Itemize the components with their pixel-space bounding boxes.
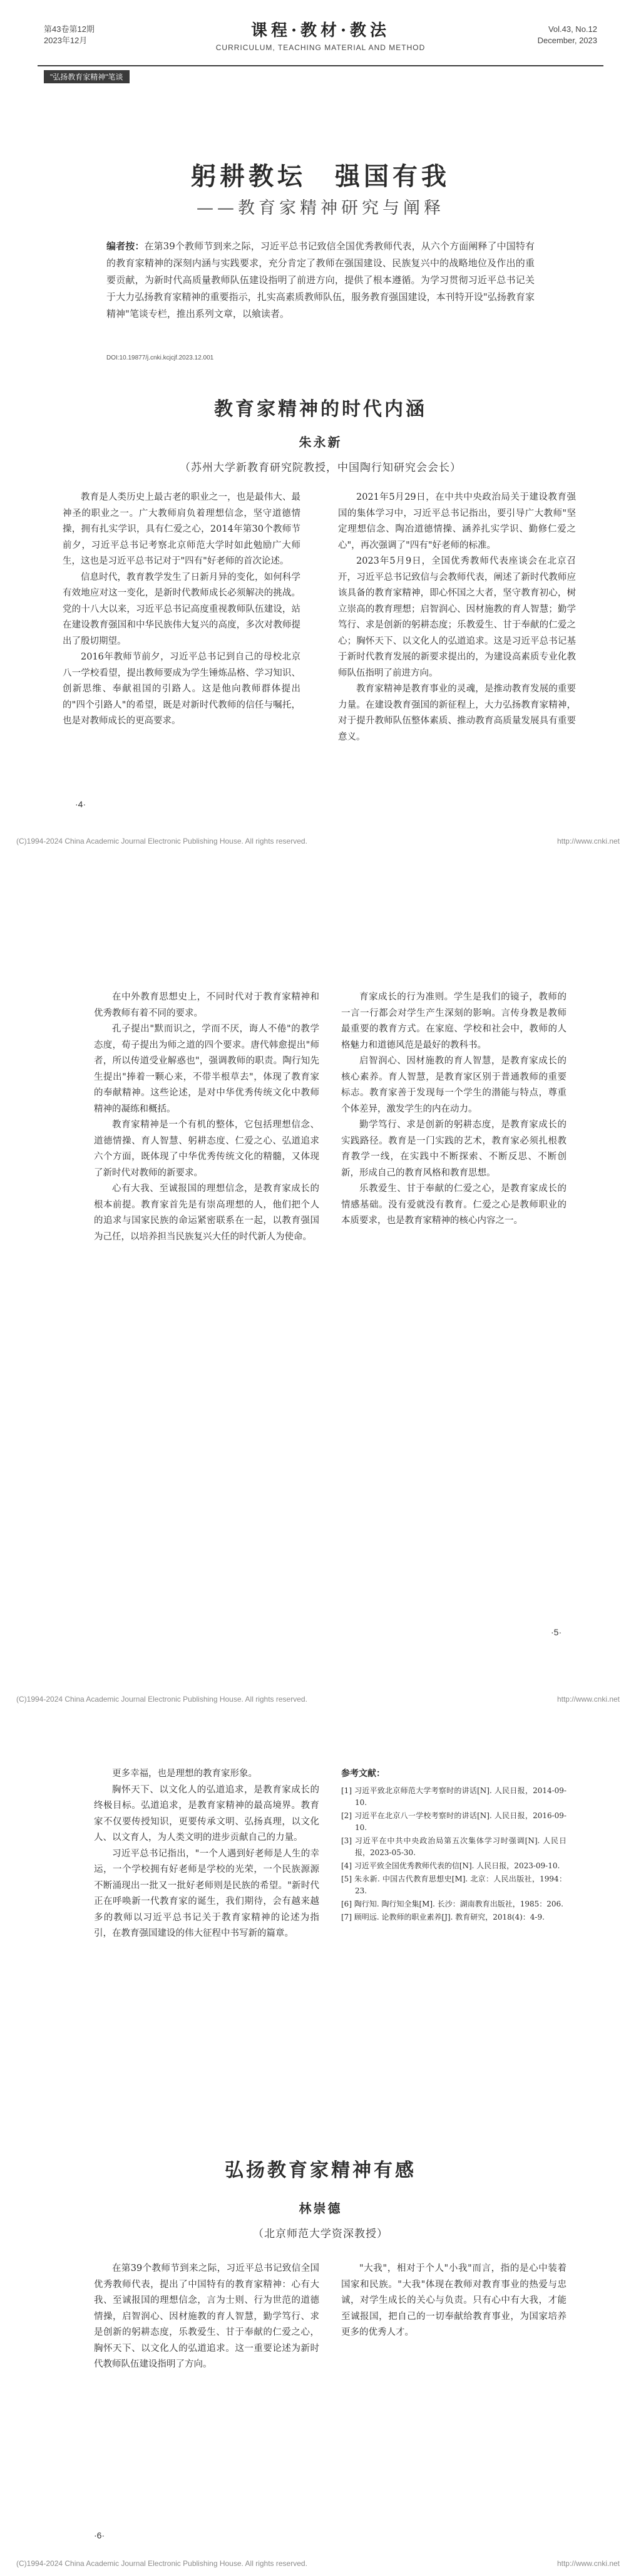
journal-title-en: CURRICULUM, TEACHING MATERIAL AND METHOD bbox=[215, 43, 426, 52]
reference-item: [2] 习近平在北京八一学校考察时的讲话[N]. 人民日报，2016-09-10. bbox=[341, 1811, 567, 1832]
reference-item: [3] 习近平在中共中央政治局第五次集体学习时强调[N]. 人民日报，2023-05-30. bbox=[341, 1836, 567, 1857]
paragraph: 孔子提出"默而识之，学而不厌，诲人不倦"的教学态度，荀子提出为师之道的四个要求。唐代韩愈提出"师者，所以传道受业解惑也"，强调教师的职责。陶行知先生提出"捧着一颗心来，不带半根草去"，体现了教育家的奉献精神。这些论述，是对中华优秀传统文化中教师精神的凝练和概括。 bbox=[94, 1024, 319, 1114]
article-2-title: 弘扬教育家精神有感 bbox=[225, 2160, 416, 2181]
issue-date: 2023年12月 bbox=[44, 36, 88, 45]
article-1-left-column bbox=[63, 490, 300, 790]
reference-item: [7] 顾明远. 论教师的职业素养[J]. 教育研究，2018(4)：4-9. bbox=[341, 1912, 545, 1922]
volume-number: 第43卷第12期 bbox=[44, 24, 95, 34]
paragraph: "大我"，相对于个人"小我"而言，指的是心中装着国家和民族。"大我"体现在教师对教育事业的热爱与忠诚，对学生成长的关心与负责。只有心中有大我，才能至诚报国，把自己的一切奉献给教育事业，为国家培养更多的优秀人才。 bbox=[341, 2263, 567, 2337]
journal-name bbox=[38, 18, 603, 52]
editor-note-text: 在第39个教师节到来之际，习近平总书记致信全国优秀教师代表，从六个方面阐释了中国特有的教育家精神的深刻内涵与实践要求，充分肯定了教师在强国建设、民族复兴中的战略地位及作出的重要贡献，为新时代高质量教师队伍建设指明了前进方向，提供了根本遵循。为学习贯彻习近平总书记关于大力弘扬教育家精神的重要指示，扎实高素质教师队伍，服务教育强国建设，本刊特开设"弘扬教育家精神"笔谈专栏，推出系列文章，以飨读者。 bbox=[106, 241, 535, 319]
page-number: ·4· bbox=[75, 799, 86, 809]
feature-subtitle: ——教育家精神研究与阐释 bbox=[197, 199, 444, 218]
editor-note-label: 编者按： bbox=[106, 241, 145, 252]
page-2 bbox=[0, 858, 641, 1712]
page-1 bbox=[0, 0, 641, 854]
cnki-link[interactable]: http://www.cnki.net bbox=[556, 837, 620, 846]
paragraph: 信息时代，教育教学发生了日新月异的变化，如何科学有效地应对这一变化，是新时代教师成长必须解决的挑战。党的十八大以来，习近平总书记高度重视教师队伍建设，站在建设教育强国和中华民族伟大复兴的高度，多次对教师提出了殷切期望。 bbox=[63, 572, 300, 646]
reference-item: [6] 陶行知. 陶行知全集[M]. 长沙：湖南教育出版社，1985：206. bbox=[341, 1899, 563, 1908]
paragraph: 心有大我、至诚报国的理想信念，是教育家成长的根本前提。教育家首先是有崇高理想的人，他们把个人的追求与国家民族的命运紧密联系在一起，以教育强国为己任，以培养担当民族复兴大任的时代新人为使命。 bbox=[94, 1184, 319, 1242]
article-2-affiliation: （北京师范大学资深教授） bbox=[253, 2228, 388, 2240]
reference-item: [5] 朱永新. 中国古代教育思想史[M]. 北京：人民出版社，1994：23. bbox=[341, 1874, 567, 1895]
header-rule bbox=[38, 65, 603, 66]
cnki-link[interactable]: http://www.cnki.net bbox=[556, 2559, 620, 2568]
page-2-right-column bbox=[341, 990, 567, 1616]
paragraph: 2016年教师节前夕，习近平总书记到自己的母校北京八一学校看望，提出教师要成为学生锤炼品格、学习知识、创新思维、奉献祖国的引路人。这是他向教师群体提出的"四个引路人"的希望，既是对新时代教师的信任与嘱托，也是对教师成长的更高要求。 bbox=[63, 652, 300, 726]
column-tag: "弘扬教育家精神"笔谈 bbox=[44, 70, 130, 83]
article-1-affiliation: （苏州大学新教育研究院教授，中国陶行知研究会会长） bbox=[180, 462, 461, 474]
reference-list bbox=[341, 1785, 567, 1923]
issue-info-right bbox=[538, 24, 597, 46]
paragraph: 2023年5月9日，全国优秀教师代表座谈会在北京召开，习近平总书记致信与会教师代表，阐述了新时代教师应该具备的教育家精神，即心怀国之大者，坚守教育初心，树立崇高的教育理想；启智润心、因材施教的育人智慧；勤学笃行、求是创新的躬耕态度；乐教爱生、甘于奉献的仁爱之心；胸怀天下、以文化人的弘道追求。这是习近平总书记基于新时代教育发展的新要求提出的，为建设高素质专业化教师队伍指明了前进方向。 bbox=[338, 556, 576, 678]
copyright-text: (C)1994-2024 China Academic Journal Electronic Publishing House. All rights reserved. bbox=[16, 2559, 307, 2568]
reference-item: [4] 习近平致全国优秀教师代表的信[N]. 人民日报，2023-09-10. bbox=[341, 1861, 560, 1870]
paragraph: 勤学笃行、求是创新的躬耕态度，是教育家成长的实践路径。教育是一门实践的艺术，教育家必须扎根教育教学一线，在实践中不断探索、不断反思、不断创新，形成自己的教育风格和教育思想。 bbox=[341, 1120, 567, 1178]
feature-title: 躬耕教坛 强国有我 bbox=[191, 162, 450, 191]
paragraph: 育家成长的行为准则。学生是我们的镜子，教师的一言一行都会对学生产生深刻的影响。言传身教是教师最重要的教育方式。在家庭、学校和社会中，教师的人格魅力和道德风范是最好的教科书。 bbox=[341, 992, 567, 1050]
paragraph: 胸怀天下、以文化人的弘道追求，是教育家成长的终极目标。弘道追求，是教育家精神的最高境界。教育家不仅要传授知识，更要传承文明、弘扬真理，以文化人、以文育人，为人类文明的进步贡献自己的力量。 bbox=[94, 1784, 319, 1843]
journal-title-cn: 课程·教材·教法 bbox=[250, 21, 391, 40]
issue-date-en: December, 2023 bbox=[537, 36, 597, 45]
page-2-left-column bbox=[94, 990, 319, 1616]
page-3-left-column bbox=[94, 1766, 319, 2142]
copyright-text: (C)1994-2024 China Academic Journal Electronic Publishing House. All rights reserved. bbox=[16, 1695, 307, 1704]
page-3 bbox=[0, 1716, 641, 2576]
volume-number-en: Vol.43, No.12 bbox=[548, 24, 597, 34]
paragraph: 启智润心、因材施教的育人智慧，是教育家成长的核心素养。育人智慧，是教育家区别于普通教师的重要标志。教育家善于发现每一个学生的潜能与特点，尊重个体差异，激发学生的内在动力。 bbox=[341, 1056, 567, 1114]
article-1-right-column bbox=[338, 490, 576, 815]
article-1-author: 朱永新 bbox=[299, 435, 342, 450]
article-1-title: 教育家精神的时代内涵 bbox=[214, 398, 427, 420]
copyright-text: (C)1994-2024 China Academic Journal Electronic Publishing House. All rights reserved. bbox=[16, 837, 307, 846]
journal-header bbox=[38, 18, 603, 61]
article-2-right-column bbox=[341, 2261, 567, 2499]
reference-item: [1] 习近平致北京师范大学考察时的讲话[N]. 人民日报，2014-09-10. bbox=[341, 1786, 567, 1807]
paragraph: 更多幸福，也是理想的教育家形象。 bbox=[112, 1769, 257, 1779]
doi: DOI:10.19877/j.cnki.kcjcjf.2023.12.001 bbox=[106, 354, 214, 361]
paragraph: 在中外教育思想史上，不同时代对于教育家精神和优秀教师有着不同的要求。 bbox=[94, 992, 319, 1018]
article-2-left-column bbox=[94, 2261, 319, 2499]
paragraph: 教育是人类历史上最古老的职业之一，也是最伟大、最神圣的职业之一。广大教师肩负着理想信念，坚守道德情操，拥有扎实学识，具有仁爱之心，2014年第30个教师节前夕，习近平总书记考察北京师范大学时如此勉励广大师生，这也是习近平总书记对于"四有"好老师的首次论述。 bbox=[63, 492, 300, 566]
paragraph: 2021年5月29日，在中共中央政治局关于建设教育强国的集体学习中，习近平总书记指出，要引导广大教师"坚定理想信念、陶冶道德情操、涵养扎实学识、勤修仁爱之心"，再次强调了"四有"好老师的标准。 bbox=[338, 492, 576, 551]
paragraph: 教育家精神是教育事业的灵魂，是推动教育发展的重要力量。在建设教育强国的新征程上，大力弘扬教育家精神，对于提升教师队伍整体素质、推动教育高质量发展具有重要意义。 bbox=[338, 684, 576, 742]
editor-note bbox=[106, 238, 535, 323]
page-number: ·6· bbox=[94, 2530, 105, 2540]
page-number: ·5· bbox=[551, 1627, 562, 1637]
paragraph: 教育家精神是一个有机的整体，它包括理想信念、道德情操、育人智慧、躬耕态度、仁爱之心、弘道追求六个方面，既体现了中华优秀传统文化的精髓，又体现了新时代对教师的新要求。 bbox=[94, 1120, 319, 1178]
references-title: 参考文献： bbox=[341, 1769, 385, 1779]
references bbox=[341, 1766, 567, 2142]
article-2-author: 林崇德 bbox=[299, 2201, 342, 2216]
cnki-link[interactable]: http://www.cnki.net bbox=[556, 1695, 620, 1704]
paragraph: 习近平总书记指出，"一个人遇到好老师是人生的幸运，一个学校拥有好老师是学校的光荣，一个民族源源不断涌现出一批又一批好老师则是民族的希望。"新时代正在呼唤新一代教育家的诞生，我们期待，会有越来越多的教师以习近平总书记关于教育家精神的论述为指引，在教育强国建设的伟大征程中书写新的篇章。 bbox=[94, 1848, 319, 1938]
paragraph: 在第39个教师节到来之际，习近平总书记致信全国优秀教师代表，提出了中国特有的教育家精神：心有大我、至诚报国的理想信念，言为士则、行为世范的道德情操，启智润心、因材施教的育人智慧，勤学笃行、求是创新的躬耕态度，乐教爱生、甘于奉献的仁爱之心，胸怀天下、以文化人的弘道追求。这一重要论述为新时代教师队伍建设指明了方向。 bbox=[94, 2263, 319, 2369]
paragraph: 乐教爱生、甘于奉献的仁爱之心，是教育家成长的情感基础。没有爱就没有教育。仁爱之心是教师职业的本质要求，也是教育家精神的核心内容之一。 bbox=[341, 1184, 567, 1226]
